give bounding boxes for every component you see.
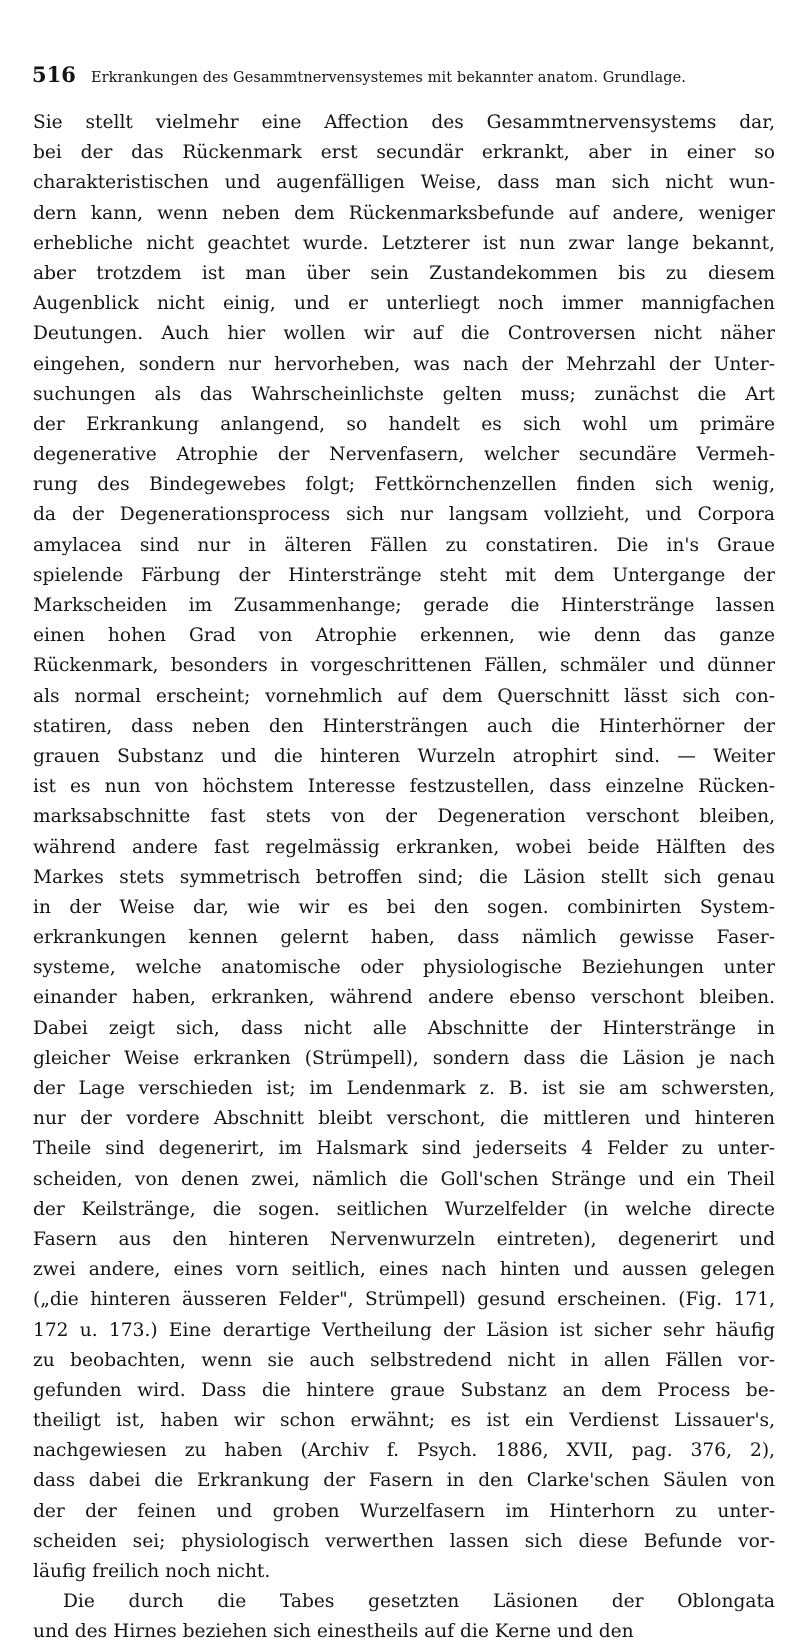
text-line: und des Hirnes beziehen sich einestheils auf die Kerne und den xyxy=(33,1621,634,1643)
text-line: systeme, welche anatomische oder physiologische Beziehungen unter xyxy=(33,957,775,979)
page-number: 516 xyxy=(32,62,76,87)
text-line: Augenblick nicht einig, und er unterliegt noch immer mannigfachen xyxy=(33,293,775,315)
text-line: dern kann, wenn neben dem Rückenmarksbefunde auf andere, weniger xyxy=(33,202,775,224)
text-line: nur der vordere Abschnitt bleibt verschont, die mittleren und hinteren xyxy=(33,1108,775,1130)
text-line: amylacea sind nur in älteren Fällen zu constatiren. Die in's Graue xyxy=(33,534,775,556)
text-line: scheiden, von denen zwei, nämlich die Goll'schen Stränge und ein Theil xyxy=(33,1168,775,1190)
text-line: degenerative Atrophie der Nervenfasern, welcher secundäre Vermeh- xyxy=(33,444,775,466)
text-line: statiren, dass neben den Hintersträngen auch die Hinterhörner der xyxy=(33,715,775,737)
text-line: dass dabei die Erkrankung der Fasern in den Clarke'schen Säulen von xyxy=(33,1470,775,1492)
text-line: zu beobachten, wenn sie auch selbstredend nicht in allen Fällen vor- xyxy=(33,1349,775,1371)
text-line: Dabei zeigt sich, dass nicht alle Abschnitte der Hinterstränge in xyxy=(33,1017,775,1039)
text-line: in der Weise dar, wie wir es bei den sogen. combinirten System- xyxy=(33,896,775,918)
text-line: bei der das Rückenmark erst secundär erkrankt, aber in einer so xyxy=(33,142,775,164)
text-line: („die hinteren äusseren Felder", Strümpell) gesund erscheinen. (Fig. 171, xyxy=(33,1289,775,1311)
text-line: der Erkrankung anlangend, so handelt es sich wohl um primäre xyxy=(33,413,775,435)
running-head xyxy=(32,62,792,87)
text-line: suchungen als das Wahrscheinlichste gelten muss; zunächst die Art xyxy=(33,383,775,405)
text-line: spielende Färbung der Hinterstränge steht mit dem Untergange der xyxy=(33,564,775,586)
text-line: der Lage verschieden ist; im Lendenmark z. B. ist sie am schwersten, xyxy=(33,1078,775,1099)
body-text xyxy=(33,108,775,1648)
text-line: der der feinen und groben Wurzelfasern im Hinterhorn zu unter- xyxy=(33,1500,775,1522)
text-line: erkrankungen kennen gelernt haben, dass nämlich gewisse Faser- xyxy=(33,927,775,949)
text-line: Fasern aus den hinteren Nervenwurzeln eintreten), degenerirt und xyxy=(33,1228,775,1250)
text-line: zwei andere, eines vorn seitlich, eines nach hinten und aussen gelegen xyxy=(33,1259,775,1281)
text-line: Deutungen. Auch hier wollen wir auf die Controversen nicht näher xyxy=(33,323,775,345)
text-line: marksabschnitte fast stets von der Degeneration verschont bleiben, xyxy=(33,806,775,828)
text-line: einen hohen Grad von Atrophie erkennen, wie denn das ganze xyxy=(33,625,775,647)
text-line: 172 u. 173.) Eine derartige Vertheilung der Läsion ist sicher sehr häufig xyxy=(33,1319,775,1341)
text-line: theiligt ist, haben wir schon erwähnt; es ist ein Verdienst Lissauer's, xyxy=(33,1410,775,1432)
text-line: einander haben, erkranken, während andere ebenso verschont bleiben. xyxy=(33,987,775,1009)
running-title: Erkrankungen des Gesammtnervensystemes mit bekannter anatom. Grundlage. xyxy=(90,70,686,86)
text-line: ist es nun von höchstem Interesse festzustellen, dass einzelne Rücken- xyxy=(33,776,775,798)
text-line: Sie stellt vielmehr eine Affection des Gesammtnervensystems dar, xyxy=(33,112,775,133)
text-line: charakteristischen und augenfälligen Weise, dass man sich nicht wun- xyxy=(33,172,775,194)
text-line: gefunden wird. Dass die hintere graue Substanz an dem Process be- xyxy=(33,1379,775,1401)
text-line: als normal erscheint; vornehmlich auf dem Querschnitt lässt sich con- xyxy=(33,685,775,707)
text-line: scheiden sei; physiologisch verwerthen lassen sich diese Befunde vor- xyxy=(33,1530,775,1552)
text-line: Die durch die Tabes gesetzten Läsionen der Oblongata xyxy=(63,1591,775,1613)
text-line: da der Degenerationsprocess sich nur langsam vollzieht, und Corpora xyxy=(33,504,775,526)
text-line: läufig freilich noch nicht. xyxy=(33,1561,271,1582)
text-line: nachgewiesen zu haben (Archiv f. Psych. 1886, XVII, pag. 376, 2), xyxy=(33,1440,775,1462)
text-line: aber trotzdem ist man über sein Zustandekommen bis zu diesem xyxy=(33,262,775,284)
text-line: grauen Substanz und die hinteren Wurzeln atrophirt sind. — Weiter xyxy=(33,745,775,767)
text-line: erhebliche nicht geachtet wurde. Letzterer ist nun zwar lange bekannt, xyxy=(33,232,775,254)
text-line: gleicher Weise erkranken (Strümpell), sondern dass die Läsion je nach xyxy=(33,1047,775,1069)
text-line: während andere fast regelmässig erkranken, wobei beide Hälften des xyxy=(33,836,775,858)
text-line: Markscheiden im Zusammenhange; gerade die Hinterstränge lassen xyxy=(33,595,775,616)
text-line: rung des Bindegewebes folgt; Fettkörnchenzellen finden sich wenig, xyxy=(33,474,775,496)
text-line: Rückenmark, besonders in vorgeschrittenen Fällen, schmäler und dünner xyxy=(33,655,775,677)
text-line: Markes stets symmetrisch betroffen sind; die Läsion stellt sich genau xyxy=(33,866,775,888)
text-line: eingehen, sondern nur hervorheben, was nach der Mehrzahl der Unter- xyxy=(33,353,775,375)
text-line: Theile sind degenerirt, im Halsmark sind jederseits 4 Felder zu unter- xyxy=(33,1138,775,1160)
text-line: der Keilstränge, die sogen. seitlichen Wurzelfelder (in welche directe xyxy=(33,1198,775,1220)
